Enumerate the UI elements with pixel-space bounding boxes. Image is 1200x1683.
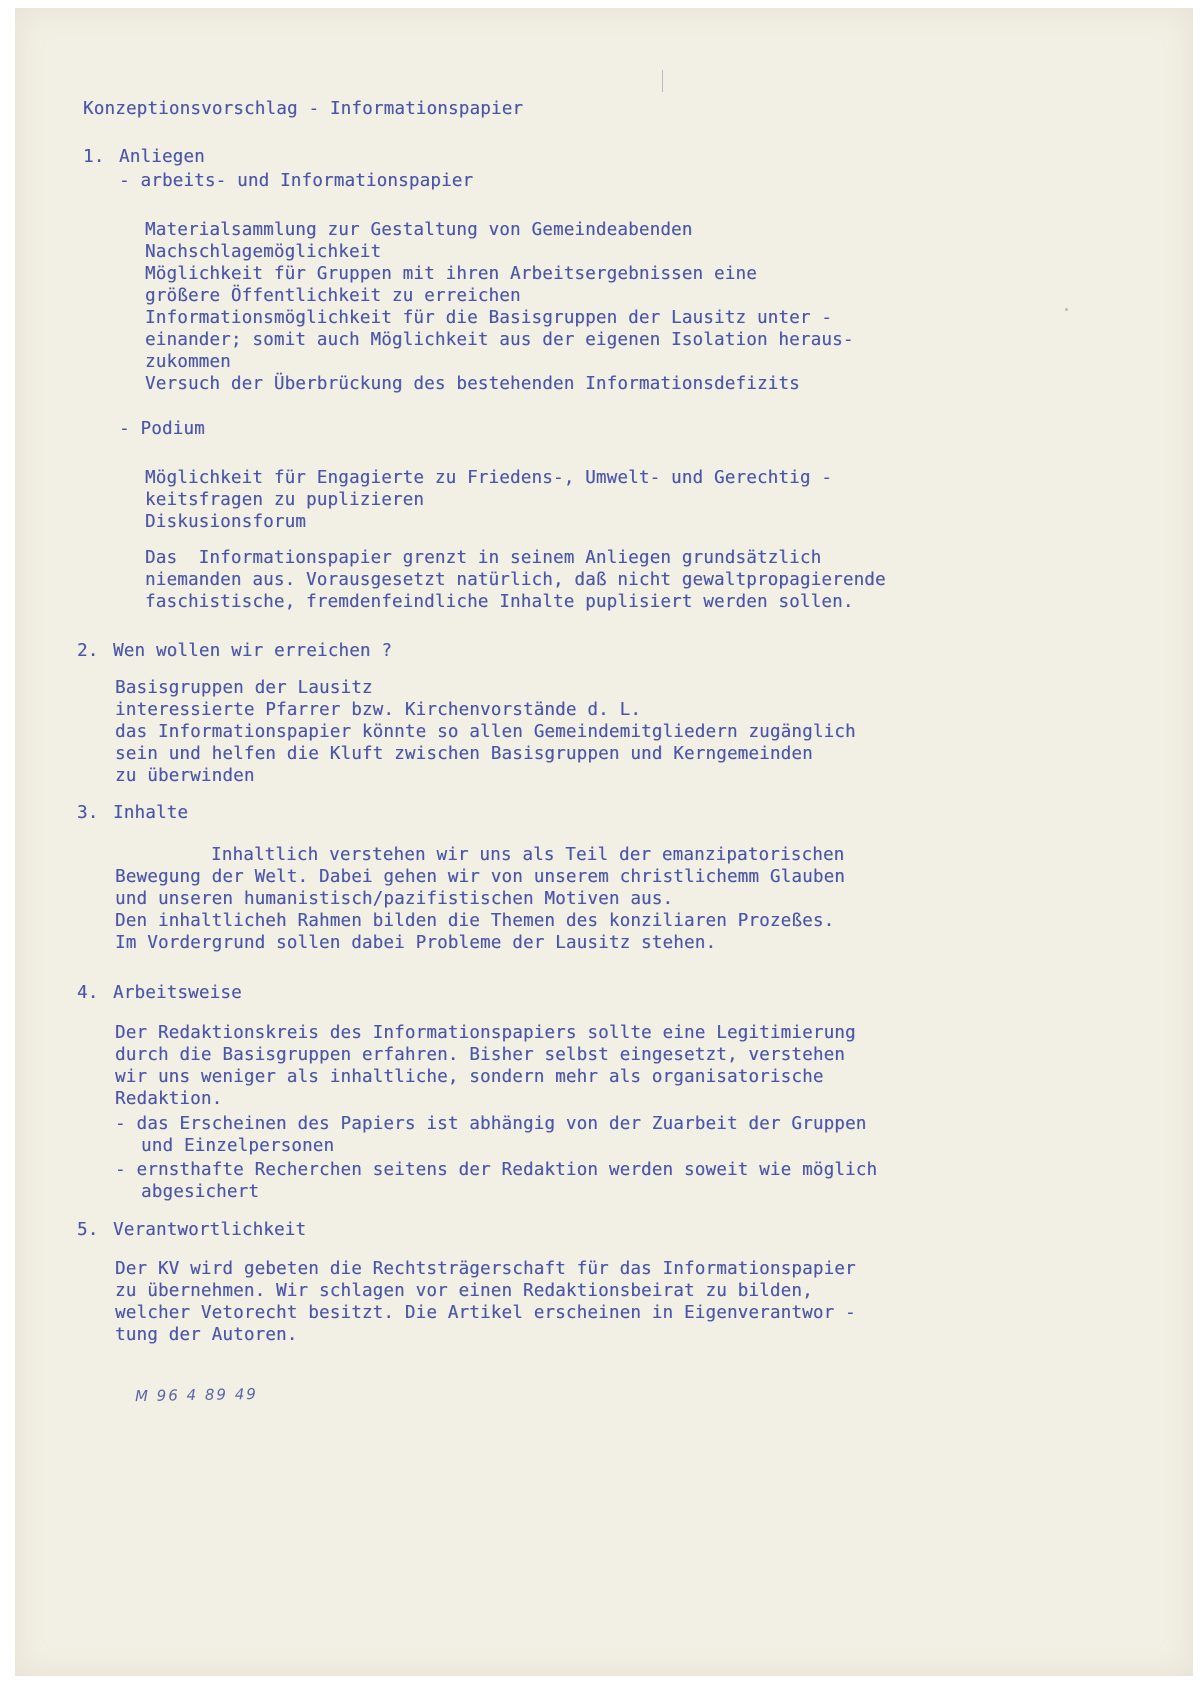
section-2-number: 2. [77, 641, 99, 661]
section-1-line: Möglichkeit für Engagierte zu Friedens-, Umwelt- und Gerechtig - [145, 468, 833, 488]
section-3-line: und unseren humanistisch/pazifistischen Motiven aus. [115, 889, 674, 909]
section-4-title: Arbeitsweise [113, 983, 242, 1003]
section-1-title: Anliegen [119, 147, 205, 167]
section-5-line: welcher Vetorecht besitzt. Die Artikel erscheinen in Eigenverantwor - [115, 1303, 856, 1323]
section-3-title: Inhalte [113, 803, 189, 823]
section-5-line: tung der Autoren. [115, 1325, 298, 1345]
section-2-title: Wen wollen wir erreichen ? [113, 641, 393, 661]
section-1-line: Versuch der Überbrückung des bestehenden Informationsdefizits [145, 374, 800, 394]
section-2-line: Basisgruppen der Lausitz [115, 678, 373, 698]
section-1-line: Möglichkeit für Gruppen mit ihren Arbeitsergebnissen eine [145, 264, 757, 284]
section-4-line: wir uns weniger als inhaltliche, sondern mehr als organisatorische [115, 1067, 824, 1087]
section-1-line: Informationsmöglichkeit für die Basisgruppen der Lausitz unter - [145, 308, 833, 328]
section-1-line: - Podium [119, 419, 205, 439]
section-4-line: abgesichert [141, 1182, 260, 1202]
section-3-line: Den inhaltlicheh Rahmen bilden die Themen des konziliaren Prozeßes. [115, 911, 835, 931]
section-4-line: Redaktion. [115, 1089, 223, 1109]
section-5-line: Der KV wird gebeten die Rechtsträgerschaft für das Informationspapier [115, 1259, 856, 1279]
section-1-line: größere Öffentlichkeit zu erreichen [145, 286, 521, 306]
section-1-line: Nachschlagemöglichkeit [145, 242, 382, 262]
section-3-heading [77, 802, 188, 826]
section-5-title: Verantwortlichkeit [113, 1220, 307, 1240]
section-3-line: Bewegung der Welt. Dabei gehen wir von unserem christlichemm Glauben [115, 867, 846, 887]
section-1-number: 1. [83, 147, 105, 167]
section-4-line: - ernsthafte Recherchen seitens der Redaktion werden soweit wie möglich [115, 1160, 878, 1180]
section-1-line: Diskusionsforum [145, 512, 307, 532]
section-1-line: keitsfragen zu puplizieren [145, 490, 425, 510]
section-1-line: zukommen [145, 352, 231, 372]
section-2-line: sein und helfen die Kluft zwischen Basisgruppen und Kerngemeinden [115, 744, 813, 764]
archive-number: M 96 4 89 49 [134, 1384, 258, 1406]
section-1-line: einander; somit auch Möglichkeit aus der eigenen Isolation heraus- [145, 330, 854, 350]
section-2-line: interessierte Pfarrer bzw. Kirchenvorstände d. L. [115, 700, 642, 720]
section-3-line: Im Vordergrund sollen dabei Probleme der Lausitz stehen. [115, 933, 717, 953]
section-2-heading [77, 640, 392, 664]
section-2-line: das Informationspapier könnte so allen Gemeindemitgliedern zugänglich [115, 722, 856, 742]
section-1-heading [83, 146, 205, 170]
document-sheet [15, 8, 1193, 1676]
section-4-number: 4. [77, 983, 99, 1003]
section-1-line: niemanden aus. Vorausgesetzt natürlich, daß nicht gewaltpropagierende [145, 570, 886, 590]
section-5-heading [77, 1219, 306, 1243]
section-4-line: Der Redaktionskreis des Informationspapiers sollte eine Legitimierung [115, 1023, 856, 1043]
section-4-line: - das Erscheinen des Papiers ist abhängig von der Zuarbeit der Gruppen [115, 1114, 867, 1134]
document-title: Konzeptionsvorschlag - Informationspapier [83, 99, 524, 119]
section-4-line: durch die Basisgruppen erfahren. Bisher selbst eingesetzt, verstehen [115, 1045, 846, 1065]
section-4-line: und Einzelpersonen [141, 1136, 335, 1156]
section-5-number: 5. [77, 1220, 99, 1240]
section-3-line: Inhaltlich verstehen wir uns als Teil der emanzipatorischen [211, 845, 845, 865]
typed-text [15, 8, 886, 1348]
section-1-line: Das Informationspapier grenzt in seinem Anliegen grundsätzlich [145, 548, 822, 568]
section-1-line: - arbeits- und Informationspapier [119, 171, 474, 191]
section-1-line: Materialsammlung zur Gestaltung von Gemeindeabenden [145, 220, 693, 240]
section-5-line: zu übernehmen. Wir schlagen vor einen Redaktionsbeirat zu bilden, [115, 1281, 813, 1301]
section-3-number: 3. [77, 803, 99, 823]
section-1-line: faschistische, fremdenfeindliche Inhalte puplisiert werden sollen. [145, 592, 854, 612]
section-4-heading [77, 982, 242, 1006]
paper-mark [662, 70, 663, 92]
paper-speck [1065, 308, 1068, 311]
section-2-line: zu überwinden [115, 766, 255, 786]
